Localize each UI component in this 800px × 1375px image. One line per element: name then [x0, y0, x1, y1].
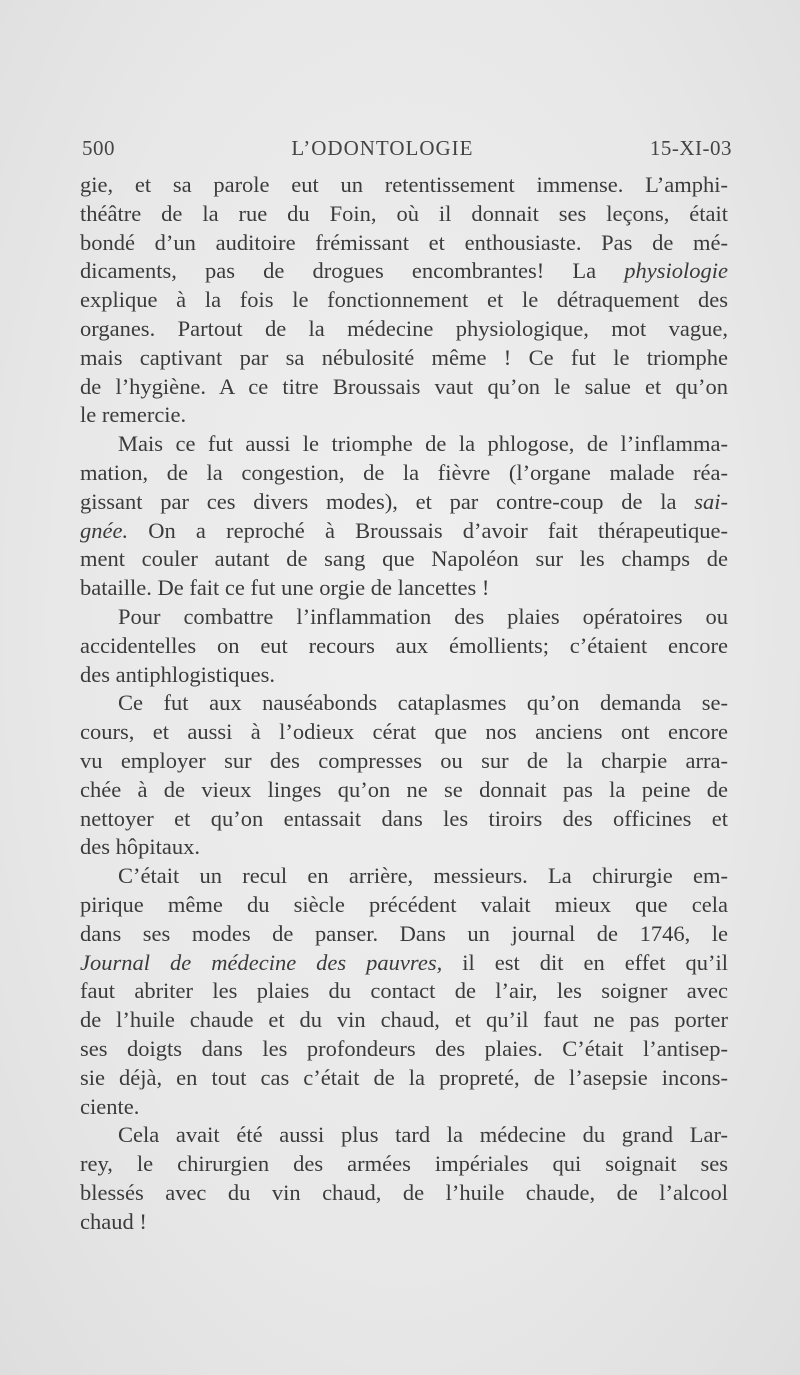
running-title: L’ODONTOLOGIE	[291, 136, 474, 160]
text-line: gie, et sa parole eut un retentissement immense. L’amphi-	[80, 172, 728, 197]
text-segment: On a reproché à Broussais d’avoir fait thérapeutique-	[128, 517, 728, 543]
text-line: chaud !	[80, 1208, 147, 1234]
body-text	[80, 171, 728, 1236]
text-line: Cela avait été aussi plus tard la médecine du grand Lar-	[118, 1122, 728, 1148]
text-segment: gissant par ces divers modes), et par contre-coup de la	[80, 488, 695, 514]
text-line: sie déjà, en tout cas c’était de la propreté, de l’asepsie incons-	[80, 1064, 728, 1090]
text-line	[80, 517, 728, 546]
page-number: 500	[82, 136, 115, 160]
italic-term: gnée.	[80, 517, 129, 543]
italic-term: sai-	[694, 488, 728, 514]
text-line	[80, 257, 728, 286]
text-line: rey, le chirurgien des armées impériales qui soignait ses	[80, 1151, 728, 1177]
text-segment: il est dit en effet qu’il	[442, 949, 728, 975]
text-line: dans ses modes de panser. Dans un journal de 1746, le	[80, 920, 728, 946]
text-line	[80, 488, 728, 517]
text-line: bondé d’un auditoire frémissant et enthousiaste. Pas de mé-	[80, 229, 728, 255]
text-line: Pour combattre l’inflammation des plaies opératoires ou	[118, 603, 728, 629]
text-line: mais captivant par sa nébulosité même ! Ce fut le triomphe	[80, 344, 728, 370]
text-line: blessés avec du vin chaud, de l’huile chaude, de l’alcool	[80, 1179, 728, 1205]
text-line: vu employer sur des compresses ou sur de la charpie arra-	[80, 747, 728, 773]
text-line: pirique même du siècle précédent valait mieux que cela	[80, 891, 728, 917]
text-line: de l’hygiène. A ce titre Broussais vaut qu’on le salue et qu’on	[80, 373, 728, 399]
italic-journal-title: Journal de médecine des pauvres,	[80, 949, 443, 975]
text-line: Mais ce fut aussi le triomphe de la phlogose, de l’inflamma-	[118, 431, 728, 457]
text-line: de l’huile chaude et du vin chaud, et qu’il faut ne pas porter	[80, 1007, 728, 1033]
issue-date: 15-XI-03	[649, 136, 732, 160]
text-line: bataille. De fait ce fut une orgie de lancettes !	[80, 575, 490, 601]
text-line: C’était un recul en arrière, messieurs. La chirurgie em-	[118, 863, 728, 889]
running-head	[82, 136, 732, 161]
text-line: cours, et aussi à l’odieux cérat que nos anciens ont encore	[80, 719, 728, 745]
text-line: explique à la fois le fonctionnement et le détraquement des	[80, 287, 728, 313]
text-line: le remercie.	[80, 402, 187, 428]
text-line: Ce fut aux nauséabonds cataplasmes qu’on demanda se-	[118, 690, 728, 716]
text-line: ciente.	[80, 1093, 140, 1119]
text-segment: dicaments, pas de drogues encombrantes! La	[80, 258, 625, 284]
text-line: organes. Partout de la médecine physiologique, mot vague,	[80, 315, 728, 341]
text-line: faut abriter les plaies du contact de l’air, les soigner avec	[80, 978, 728, 1004]
text-line: des hôpitaux.	[80, 834, 200, 860]
text-line: des antiphlogistiques.	[80, 661, 275, 687]
text-line: ses doigts dans les profondeurs des plaies. C’était l’antisep-	[80, 1035, 728, 1061]
text-line: théâtre de la rue du Foin, où il donnait ses leçons, était	[80, 200, 728, 226]
text-line: mation, de la congestion, de la fièvre (l’organe malade réa-	[80, 459, 728, 485]
text-line	[80, 949, 728, 978]
text-line: ment couler autant de sang que Napoléon sur les champs de	[80, 546, 728, 572]
text-line: nettoyer et qu’on entassait dans les tiroirs des officines et	[80, 805, 728, 831]
italic-term: physiologie	[624, 258, 728, 284]
text-line: chée à de vieux linges qu’on ne se donnait pas la peine de	[80, 776, 728, 802]
text-line: accidentelles on eut recours aux émollients; c’étaient encore	[80, 632, 728, 658]
